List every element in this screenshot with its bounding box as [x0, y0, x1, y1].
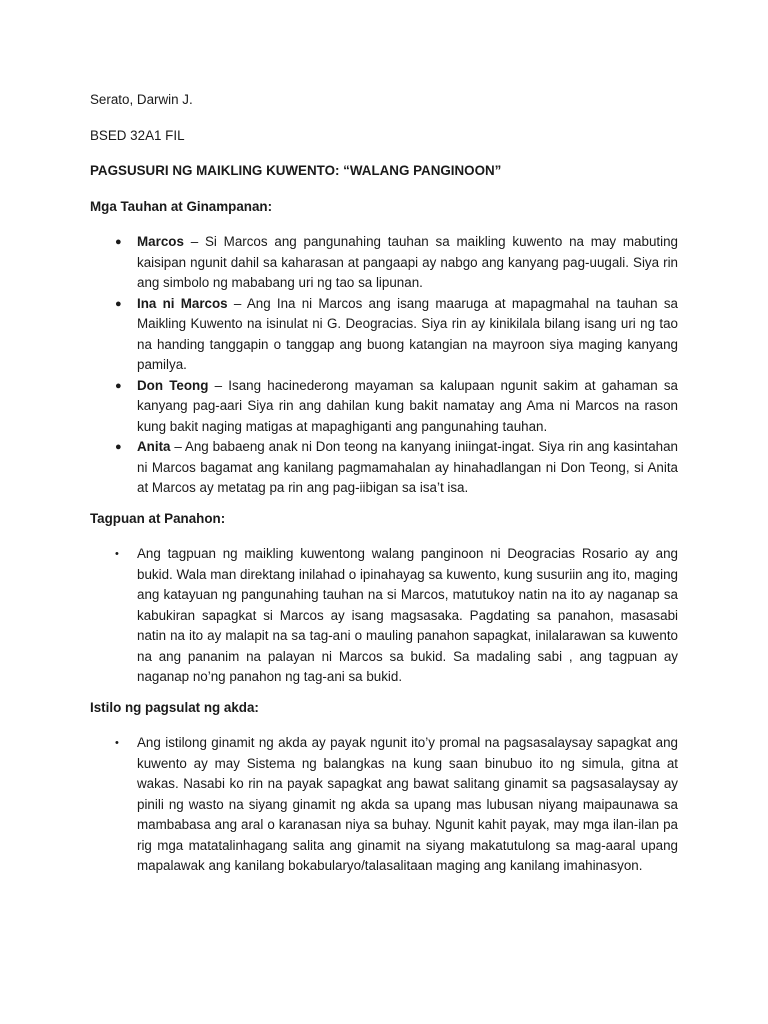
bullet-icon: ● — [115, 379, 122, 392]
document-page — [90, 90, 678, 887]
list-item — [90, 437, 678, 499]
character-name: Don Teong — [137, 377, 209, 393]
section-heading-tagpuan: Tagpuan at Panahon: — [90, 510, 226, 526]
bullet-icon: ● — [115, 236, 122, 248]
list-item — [90, 232, 678, 294]
character-description: – Si Marcos ang pangunahing tauhan sa maikling kuwento na may mabuting kaisipan ngunit dahil sa kaharasan at pangaapi ay nabgo ang kanyang pag-uugali. Siya rin ang simbolo ng mababang uri ng tao sa lipunan. — [137, 234, 678, 290]
document-title: PAGSUSURI NG MAIKLING KUWENTO: “WALANG PANGINOON” — [90, 163, 502, 178]
character-name: Marcos — [137, 234, 184, 249]
style-description: Ang istilong ginamit ng akda ay payak ngunit ito’y promal na pagsasalaysay sapagkat ang kuwento ay may Sistema ng balangkas na kung saan binubuo ito ng simula, gitna at wakas. Nasabi ko rin na payak sapagkat ang bawat salitang ginamit sa pagsasalaysay ay pinili ng wasto na siyang ginamit ng akda sa upang mas lubusan niyang maipaunawa sa mambabasa ang aral o karanasan niya sa buhay. Ngunit kahit payak, may mga ilan-ilan pa rig mga matatalinhagang salita ang ginamit na siyang makatutulong sa mag-aaral upang mapalawak ang kanilang bokabularyo/talasalitaan maging ang kanilang imahinasyon. — [137, 735, 678, 873]
character-list — [90, 232, 678, 499]
character-name: Ina ni Marcos — [137, 295, 228, 311]
setting-list — [90, 544, 678, 688]
list-item — [90, 376, 678, 438]
bullet-icon: ● — [115, 441, 122, 453]
bullet-icon: • — [115, 737, 119, 749]
character-name: Anita — [137, 439, 171, 454]
section-heading-istilo: Istilo ng pagsulat ng akda: — [90, 699, 259, 715]
character-description: – Ang Ina ni Marcos ang isang maaruga at mapagmahal na tauhan sa Maikling Kuwento na isinulat ni G. Deogracias. Siya rin ay kinikilala bilang isang uri ng tao na handing tanggapin o tanggap ang buong katangian na mayroon siya maging kanyang pamilya. — [137, 295, 678, 372]
section-heading-tauhan: Mga Tauhan at Ginampanan: — [90, 198, 273, 214]
bullet-icon: ● — [115, 297, 122, 310]
setting-description: Ang tagpuan ng maikling kuwentong walang panginoon ni Deogracias Rosario ay ang bukid. Wala man direktang inilahad o ipinahayag sa kuwento, kung susuriin ang ito, maging ang katayuan ng pangunahing tauhan na si Marcos, matutukoy natin na ito ay naganap sa kabukiran sapagkat si Marcos ay isang magsasaka. Pagdating sa panahon, masasabi natin na ito ay malapit na sa tag-ani o mauling panahon sapagkat, inilalarawan sa kuwento na ang pananim na palayan ni Marcos sa bukid. Sa madaling sabi , ang tagpuan ay naganap no’ng panahon ng tag-ani sa bukid. — [137, 546, 678, 684]
list-item — [90, 733, 678, 877]
character-description: – Isang hacinederong mayaman sa kalupaan ngunit sakim at gahaman sa kanyang pag-aari Siya rin ang dahilan kung bakit namatay ang Ama ni Marcos na rason kung bakit naging matigas at mapaghiganti ang pangunahing tauhan. — [137, 377, 678, 434]
course-code: BSED 32A1 FIL — [90, 127, 185, 143]
style-list — [90, 733, 678, 877]
author-name: Serato, Darwin J. — [90, 92, 193, 107]
list-item — [90, 294, 678, 376]
list-item — [90, 544, 678, 688]
character-description: – Ang babaeng anak ni Don teong na kanyang iniingat-ingat. Siya rin ang kasintahan ni Marcos bagamat ang kanilang pagmamahalan ay hinahadlangan ni Don Teong, si Anita at Marcos ay metatag pa rin ang pag-iibigan sa isa’t isa. — [137, 439, 678, 495]
bullet-icon: • — [115, 548, 119, 560]
